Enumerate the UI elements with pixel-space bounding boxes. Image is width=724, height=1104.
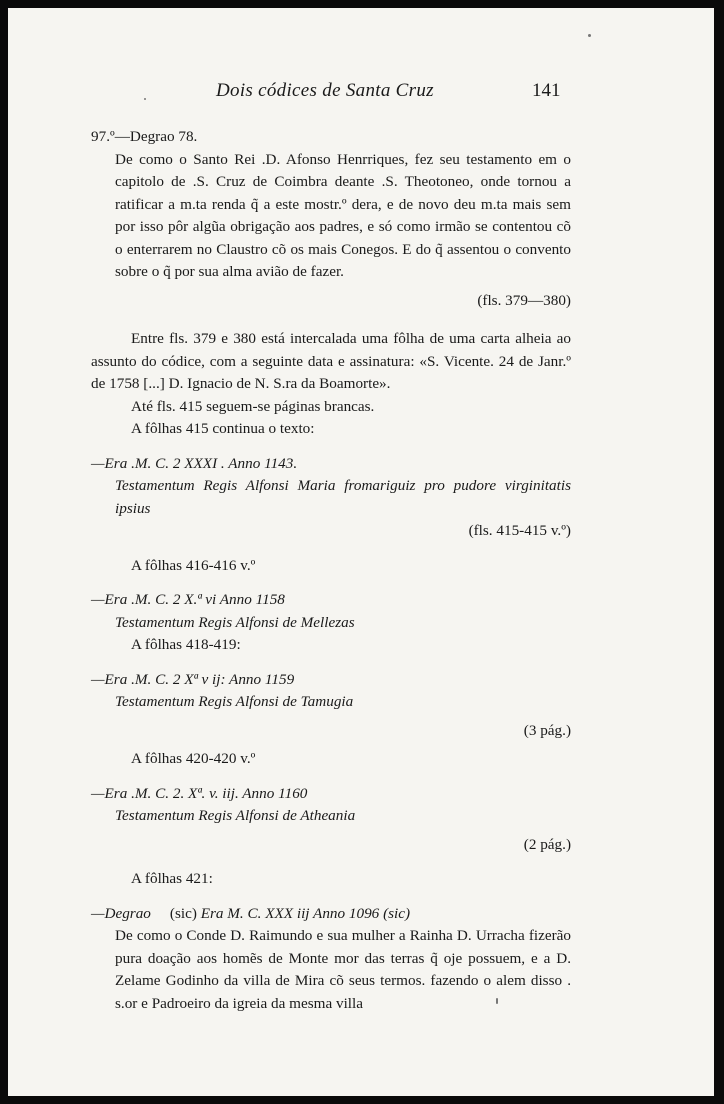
entry-1158-title: Testamentum Regis Alfonsi de Mellezas xyxy=(115,613,355,631)
degrao-label: —Degrao xyxy=(91,904,151,922)
entry-1160-ref: (2 pág.) xyxy=(523,835,571,853)
sic-mark-1: (sic) xyxy=(169,904,197,922)
sic-mark-2: (sic) xyxy=(383,904,411,922)
intercalated-note: Entre fls. 379 e 380 está intercalada uma fôlha de uma carta alheia ao assunto do códice, com a seguinte data e assinatura: «S. Vicente. 24 de Janr.º de 1758 [...] D. Ignacio de N. S.ra da Boamorte». xyxy=(91,330,571,392)
entry-1159-ref: (3 pág.) xyxy=(523,721,571,739)
entry-1096-era: Era M. C. XXX iij Anno 1096 xyxy=(200,904,380,922)
folio-416: A fôlhas 416-416 v.º xyxy=(131,556,256,574)
folio-421: A fôlhas 421: xyxy=(131,870,213,887)
entry-1096-heading xyxy=(91,903,571,926)
entry-1096-text: De como o Conde D. Raimundo e sua mulher a Rainha D. Urracha fizerão pura doação aos homẽs de Monte mor das terras q̃ oje possuem, e a D. Zelame Godinho da villa de Mira cõ seus termos. fazendo o alem disso . s.or e Padroeiro da igreia da mesma villa xyxy=(115,927,571,1012)
running-title: Dois códices de Santa Cruz xyxy=(216,80,434,101)
paper-speck xyxy=(588,34,591,37)
entry-97-heading: 97.º—Degrao 78. xyxy=(91,128,198,145)
page-body xyxy=(91,126,571,1015)
folio-418: A fôlhas 418-419: xyxy=(131,636,241,653)
entry-1159-era: —Era .M. C. 2 Xª v ij: Anno 1159 xyxy=(91,670,295,688)
continues-note: A fôlhas 415 continua o texto: xyxy=(131,420,315,437)
entry-1143-era: —Era .M. C. 2 XXXI . Anno 1143. xyxy=(91,454,298,472)
entry-1160-title: Testamentum Regis Alfonsi de Atheania xyxy=(115,807,356,824)
folio-420: A fôlhas 420-420 v.º xyxy=(131,750,256,767)
entry-1160-era: —Era .M. C. 2. Xª. v. iij. Anno 1160 xyxy=(91,784,308,802)
paper-speck xyxy=(496,998,498,1004)
entry-97-text: De como o Santo Rei .D. Afonso Henrriques, fez seu testamento em o capitolo de .S. Cruz de Coimbra deante .S. Theotoneo, onde tornou a ratificar a m.ta renda q̃ a este mostr.º dera, e de novo deu m.ta mais sem por isso pôr algũa obrigação aos padres, e só como irmão se contentou cõ o enterrarem no Claustro cõ os mais Conegos. E do q̃ assentou o convento sobre o q̃ por sua alma avião de fazer. xyxy=(115,150,571,280)
page-header xyxy=(8,80,714,110)
entry-1143-ref: (fls. 415-415 v.º) xyxy=(468,522,571,539)
paper-speck xyxy=(144,98,146,100)
page-number: 141 xyxy=(532,80,561,101)
book-page xyxy=(8,8,714,1096)
entry-97-ref: (fls. 379—380) xyxy=(477,291,571,309)
entry-1159-title: Testamentum Regis Alfonsi de Tamugia xyxy=(115,693,354,710)
entry-1143-title: Testamentum Regis Alfonsi Maria fromariguiz pro pudore virginitatis ipsius xyxy=(115,477,571,517)
entry-1158-era: —Era .M. C. 2 X.ª vi Anno 1158 xyxy=(91,591,285,608)
blank-pages-note: Até fls. 415 seguem-se páginas brancas. xyxy=(131,397,375,415)
